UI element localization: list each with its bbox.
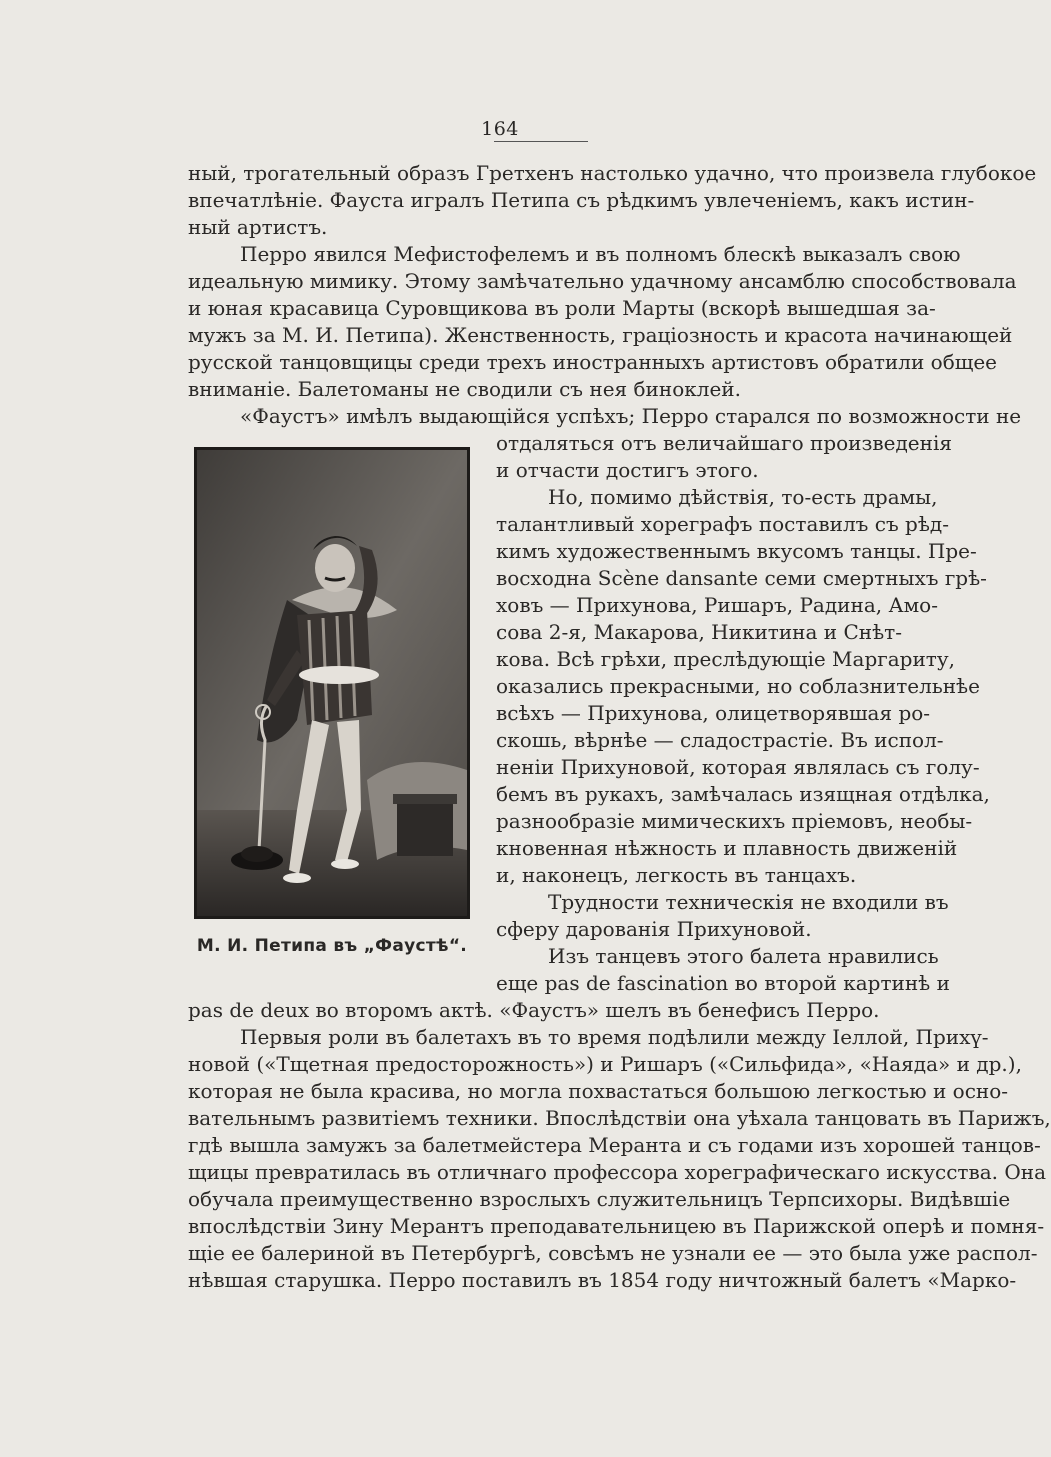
text-line: pas de deux во второмъ актѣ. «Фаустъ» шелъ въ бенефисъ Перро. (188, 998, 880, 1022)
text-line: вательнымъ развитіемъ техники. Впослѣдствіи она уѣхала танцовать въ Парижъ, (188, 1106, 1051, 1130)
text-line: и, наконецъ, легкость въ танцахъ. (496, 863, 857, 887)
text-line: кновенная нѣжность и плавность движеній (496, 836, 958, 860)
text-line: Трудности техническія не входили въ (548, 890, 949, 914)
text-line: талантливый хореграфъ поставилъ съ рѣд- (496, 512, 949, 536)
text-line: вниманіе. Балетоманы не сводили съ нея биноклей. (188, 377, 741, 401)
text-line: всѣхъ — Прихунова, олицетворявшая ро- (496, 701, 931, 725)
text-line: обучала преимущественно взрослыхъ служительницъ Терпсихоры. Видѣвшіе (188, 1187, 1011, 1211)
text-line: Изъ танцевъ этого балета нравились (548, 944, 939, 968)
text-line: идеальную мимику. Этому замѣчательно удачному ансамблю способствовала (188, 269, 1017, 293)
text-line: ховъ — Прихунова, Ришаръ, Радина, Амо- (496, 593, 938, 617)
text-line: нѣвшая старушка. Перро поставилъ въ 1854 году ничтожный балетъ «Марко- (188, 1268, 1017, 1292)
text-line: и отчасти достигъ этого. (496, 458, 759, 482)
text-line: отдаляться отъ величайшаго произведенія (496, 431, 952, 455)
text-line: щицы превратилась въ отличнаго профессора хореграфическаго искусства. Она (188, 1160, 1047, 1184)
text-line: мужъ за М. И. Петипа). Женственность, граціозность и красота начинающей (188, 323, 1013, 347)
text-line: новой («Тщетная предосторожность») и Ришаръ («Сильфида», «Наяда» и др.), (188, 1052, 1022, 1076)
text-line: скошь, вѣрнѣе — сладострастіе. Въ испол- (496, 728, 944, 752)
text-line: бемъ въ рукахъ, замѣчалась изящная отдѣлка, (496, 782, 990, 806)
photo-caption: М. И. Петипа въ „Фаустѣ“. (196, 936, 468, 956)
text-line: сферу дарованія Прихуновой. (496, 917, 812, 941)
text-line: гдѣ вышла замужъ за балетмейстера Меранта и съ годами изъ хорошей танцов- (188, 1133, 1041, 1157)
text-line: оказались прекрасными, но соблазнительнѣе (496, 674, 980, 698)
text-line: впослѣдствіи Зину Мерантъ преподавательницею въ Парижской оперѣ и помня- (188, 1214, 1045, 1238)
text-line: русской танцовщицы среди трехъ иностранныхъ артистовъ обратили общее (188, 350, 997, 374)
text-line: кова. Всѣ грѣхи, преслѣдующіе Маргариту, (496, 647, 955, 671)
text-line: «Фаустъ» имѣлъ выдающійся успѣхъ; Перро старался по возможности не (240, 404, 1022, 428)
text-line: Перро явился Мефистофелемъ и въ полномъ блескѣ выказалъ свою (240, 242, 961, 266)
text-line: щіе ее балериной въ Петербургѣ, совсѣмъ не узнали ее — это была уже распол- (188, 1241, 1038, 1265)
text-line: разнообразіе мимическихъ пріемовъ, необы- (496, 809, 973, 833)
text-line: ный, трогательный образъ Гретхенъ настолько удачно, что произвела глубокое (188, 161, 1037, 185)
text-line: и юная красавица Суровщикова въ роли Марты (вскорѣ вышедшая за- (188, 296, 936, 320)
text-line: неніи Прихуновой, которая являлась съ голу- (496, 755, 980, 779)
header-rule (494, 141, 588, 142)
text-line: восходна Scène dansante семи смертныхъ грѣ- (496, 566, 987, 590)
text-line: Первыя роли въ балетахъ въ то время подѣлили между Іеллой, Прихү- (240, 1025, 989, 1049)
text-line: еще pas de fascination во второй картинѣ и (496, 971, 950, 995)
text-line: сова 2-я, Макарова, Никитина и Снѣт- (496, 620, 902, 644)
portrait-photo (194, 447, 470, 919)
text-line: Но, помимо дѣйствія, то-есть драмы, (548, 485, 938, 509)
text-line: которая не была красива, но могла похвастаться большою легкостью и осно- (188, 1079, 1009, 1103)
text-line: ный артистъ. (188, 215, 328, 239)
page-number: 164 (481, 118, 519, 140)
text-line: кимъ художественнымъ вкусомъ танцы. Пре- (496, 539, 977, 563)
text-line: впечатлѣніе. Фауста игралъ Петипа съ рѣдкимъ увлеченіемъ, какъ истин- (188, 188, 975, 212)
